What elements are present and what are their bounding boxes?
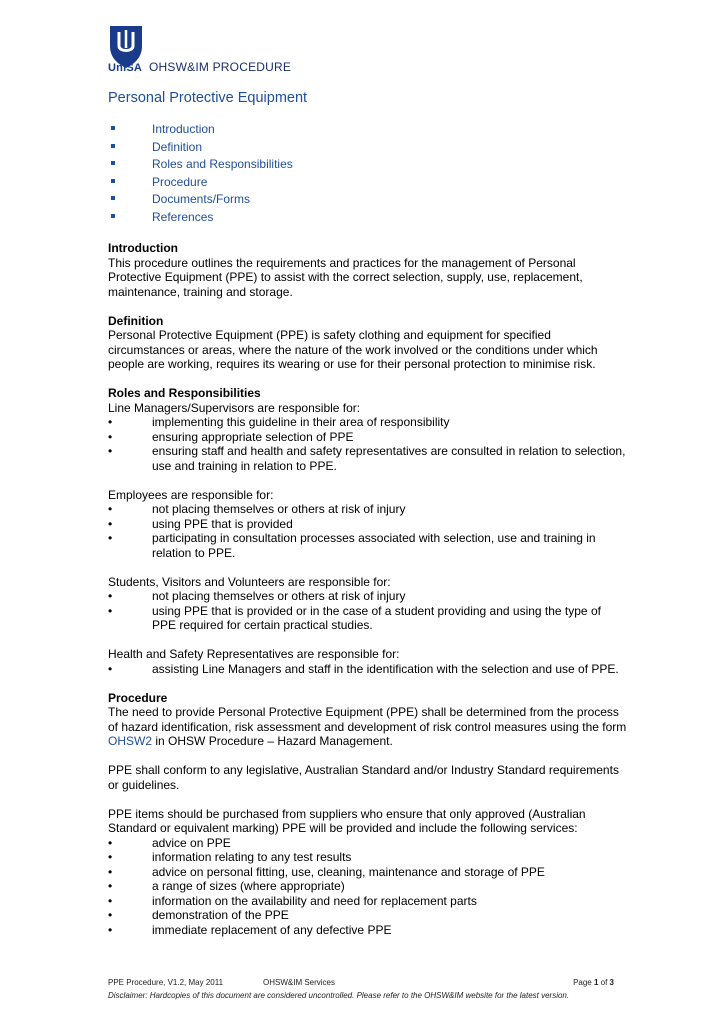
definition-heading: Definition bbox=[108, 313, 164, 328]
document-body bbox=[108, 241, 628, 937]
list-item: • implementing this guideline in their area of responsibility bbox=[108, 415, 450, 429]
square-bullet-icon bbox=[111, 126, 115, 130]
procedure-paragraph-2: PPE shall conform to any legislative, Australian Standard and/or Industry Standard requirements or guidelines. bbox=[108, 763, 619, 792]
logo-wordmark: UniSA bbox=[108, 62, 142, 74]
list-item: • information on the availability and need for replacement parts bbox=[108, 893, 477, 908]
footer-disclaimer: Disclaimer: Hardcopies of this document are considered uncontrolled. Please refer to the OHSW&IM website for the latest version. bbox=[108, 991, 570, 1000]
list-item: • assisting Line Managers and staff in the identification with the selection and use of PPE. bbox=[108, 661, 619, 676]
list-item: • not placing themselves or others at risk of injury bbox=[108, 502, 406, 516]
list-item: • not placing themselves or others at risk of injury bbox=[108, 589, 406, 603]
employees-list bbox=[108, 502, 628, 560]
footer-info bbox=[108, 978, 614, 987]
square-bullet-icon bbox=[111, 179, 115, 183]
list-item: • advice on PPE bbox=[108, 835, 231, 850]
list-item: • information relating to any test results bbox=[108, 850, 352, 864]
managers-list bbox=[108, 415, 628, 473]
employees-intro: Employees are responsible for: bbox=[108, 487, 274, 502]
definition-text: Personal Protective Equipment (PPE) is safety clothing and equipment for specified circumstances or areas, where the nature of the work involved or the conditions under which people are working, requires its wearing or use for their personal protection to minimise risk. bbox=[108, 328, 598, 371]
introduction-text: This procedure outlines the requirements and practices for the management of Personal Protective Equipment (PPE) to assist with the correct selection, supply, use, replacement, maintenance, training and storage. bbox=[108, 255, 583, 299]
list-item: • using PPE that is provided bbox=[108, 516, 293, 531]
document-page: UniSA OHSW&IM PROCEDURE Personal Protective Equipment Introduction Definition Roles and Responsibilities Procedure Documents/Forms References Introduction This procedure outlines the requirements and practices for the management of Personal Protective Equipment (PPE) to assist with the correct selection, supply, use, replacement, maintenance, training and storage. Definition Personal Protective Equipment (PPE) is safety clothing and equipment for specified circumstances or areas, where the nature of the work involved or the conditions under which people are working, requires its wearing or use for their personal protection to minimise risk. Roles and Responsibilities Line Managers/Supervisors are responsible for: • implementing this guideline in their area of responsibility • ensuring appropriate selection of PPE • ensuring staff and health and safety representatives are consulted in relation to selection, use and training in relation to PPE. Employees are responsible for: • not placing themselves or others at risk of injury • using PPE that is provided • participating in consultation processes associated with selection, use and training in relation to PPE. Students, Visitors and Volunteers are responsible for: • not placing themselves or others at risk of injury • using PPE that is provided or in the case of a student providing and using the type of PPE required for certain practical studies. Health and Safety Representatives are responsible for: • assisting Line Managers and staff in the identification with the selection and use of PPE. Procedure The need to provide Personal Protective Equipment (PPE) shall be determined from the process of hazard identification, risk assessment and development of risk control measures using the form OHSW2 in OHSW Procedure – Hazard Management. PPE shall conform to any legislative, Australian Standard and/or Industry Standard requirements or guidelines. PPE items should be purchased from suppliers who ensure that only approved (Australian Standard or equivalent marking) PPE will be provided and include the following services: • advice on PPE • information relating to any test results • advice on personal fitting, use, cleaning, maintenance and storage of PPE • a range of sizes (where appropriate) • information on the availability and need for replacement parts • demonstration of the PPE • immediate replacement of any defective PPE PPE Procedure, V1.2, May 2011 OHSW&IM Services Page 1 of 3 Disclaimer: Hardcopies of this document are considered uncontrolled. Please refer to the OHSW&IM website for the latest version. bbox=[0, 0, 719, 1017]
square-bullet-icon bbox=[111, 161, 115, 165]
procedure-paragraph-1: The need to provide Personal Protective Equipment (PPE) shall be determined from the process of hazard identification, risk assessment and development of risk control measures using the form OHSW2 in OHSW Procedure – Hazard Management. bbox=[108, 705, 627, 748]
footer-department: OHSW&IM Services bbox=[263, 978, 336, 987]
page-number: Page 1 of 3 bbox=[573, 978, 614, 987]
square-bullet-icon bbox=[111, 196, 115, 200]
students-list bbox=[108, 589, 628, 633]
hsr-list bbox=[108, 662, 628, 677]
introduction-heading: Introduction bbox=[108, 241, 178, 255]
list-item: • demonstration of the PPE bbox=[108, 908, 289, 922]
list-item: • ensuring staff and health and safety representatives are consulted in relation to selection, use and training in relation to PPE. bbox=[108, 444, 626, 473]
ohsw2-link[interactable]: OHSW2 bbox=[108, 734, 153, 748]
square-bullet-icon bbox=[111, 144, 115, 148]
footer-doc-version: PPE Procedure, V1.2, May 2011 bbox=[108, 978, 224, 987]
square-bullet-icon bbox=[111, 214, 115, 218]
list-item: • participating in consultation processes associated with selection, use and training in relation to PPE. bbox=[108, 531, 596, 560]
list-item: • ensuring appropriate selection of PPE bbox=[108, 429, 354, 444]
document-title: Personal Protective Equipment bbox=[108, 90, 308, 106]
header-label: OHSW&IM PROCEDURE bbox=[149, 60, 292, 74]
students-intro: Students, Visitors and Volunteers are responsible for: bbox=[108, 574, 391, 589]
procedure-heading: Procedure bbox=[108, 690, 168, 705]
services-list bbox=[108, 836, 628, 938]
managers-intro: Line Managers/Supervisors are responsible for: bbox=[108, 400, 361, 415]
list-item: • advice on personal fitting, use, cleaning, maintenance and storage of PPE bbox=[108, 864, 545, 879]
list-item: • using PPE that is provided or in the case of a student providing and using the type of PPE required for certain practical studies. bbox=[108, 603, 601, 632]
roles-heading: Roles and Responsibilities bbox=[108, 386, 261, 400]
procedure-paragraph-3: PPE items should be purchased from suppliers who ensure that only approved (Australian Standard or equivalent marking) PPE will be provided and include the following services: bbox=[108, 806, 586, 835]
list-item: • a range of sizes (where appropriate) bbox=[108, 879, 345, 893]
list-item: • immediate replacement of any defective PPE bbox=[108, 922, 392, 937]
hsr-intro: Health and Safety Representatives are responsible for: bbox=[108, 647, 400, 661]
